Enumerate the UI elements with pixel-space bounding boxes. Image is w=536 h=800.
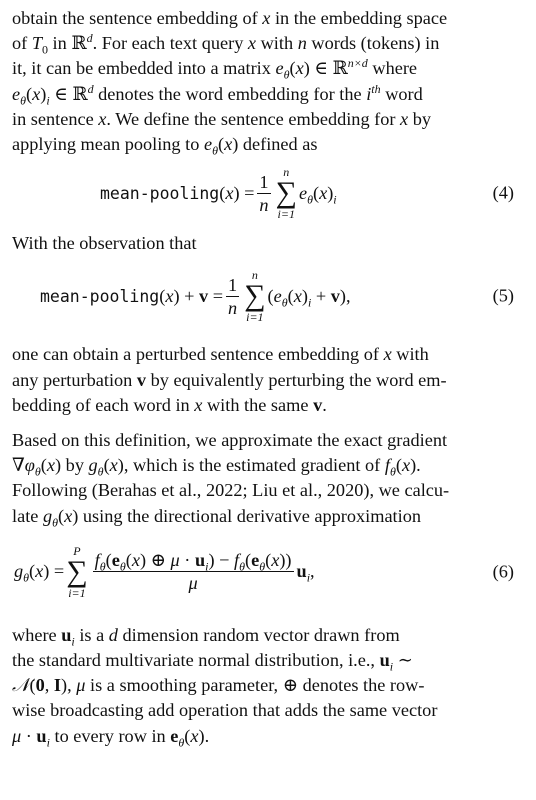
- text-line: $\mu \cdot u_i$ to every row in $e_\theta(x)$.: [12, 725, 210, 750]
- equation-number: (6): [492, 561, 514, 582]
- summation: n ∑ i=1: [275, 165, 297, 222]
- equation-number: (4): [492, 182, 514, 203]
- text-line: Based on this definition, we approximate the exact gradient: [12, 430, 448, 451]
- text-line: of $T_0$ in ℝ$^d$. For each text query x with n words (tokens) in: [12, 31, 440, 57]
- text-line: $e_\theta(x)_i$ ∈ ℝ$^d$ denotes the word embedding for the $i^{th}$ word: [12, 81, 423, 108]
- paragraph-sentence-embedding: [12, 6, 524, 157]
- equation-4: mean-pooling (x) = $\frac{1}{n}$ n ∑ i=1 $e_\theta(x)_i$ (4): [100, 165, 514, 222]
- text-line: With the observation that: [12, 233, 197, 254]
- text-line: applying mean pooling to $e_\theta(x)$ defined as: [12, 134, 318, 158]
- text-line: late $g_\theta(x)$ using the directional derivative approximation: [12, 505, 421, 530]
- paragraph-perturbation: [12, 342, 524, 418]
- paragraph-observation: [12, 231, 524, 256]
- paragraph-gradient: [12, 428, 524, 529]
- summation: P ∑ i=1: [66, 543, 88, 600]
- text-line: one can obtain a perturbed sentence embedding of x with: [12, 344, 429, 365]
- text-line: bedding of each word in x with the same v.: [12, 394, 327, 415]
- text-line: any perturbation v by equivalently perturbing the word em-: [12, 369, 447, 390]
- text-line: the standard multivariate normal distribution, i.e., $u_i$ ∼: [12, 650, 413, 674]
- text-line: Following (Berahas et al., 2022; Liu et al., 2020), we calcu-: [12, 480, 450, 501]
- equation-6: $g_\theta(x)$ = P ∑ i=1 $\frac{f_\theta(e_\theta(x) \oplus \mu \cdot u_i) - f_\theta(e_\theta(x))}{\mu}$ $u_i$, (6): [14, 543, 514, 600]
- text-line: where $u_i$ is a d dimension random vector drawn from: [12, 624, 400, 649]
- equation-5-lhs: mean-pooling: [40, 286, 160, 306]
- equation-5: mean-pooling (x) + v = $\frac{1}{n}$ n ∑ i=1 $(e_\theta(x)_i + v)$, (5): [40, 268, 514, 325]
- equation-4-lhs: mean-pooling: [100, 183, 220, 203]
- text-line: wise broadcasting add operation that adds the same vector: [12, 700, 438, 721]
- citation-link[interactable]: Berahas et al., 2022: [97, 480, 243, 501]
- text-line: 𝒩(0, I), μ is a smoothing parameter, ⊕ denotes the row-: [12, 675, 425, 696]
- fraction: $\frac{1}{n}$: [228, 274, 238, 318]
- text-line: it, it can be embedded into a matrix $e_\theta(x)$ ∈ ℝ$^{n\times d}$ where: [12, 56, 418, 83]
- citation-link[interactable]: Liu et al., 2020: [252, 480, 364, 501]
- text-line: $\nabla\varphi_\theta(x)$ by $g_\theta(x)$, which is the estimated gradient of $f_\theta(x)$.: [12, 455, 421, 479]
- fraction: $\frac{1}{n}$: [259, 171, 269, 215]
- paragraph-definitions: [12, 623, 524, 749]
- equation-number: (5): [492, 285, 514, 306]
- text-line: in sentence x. We define the sentence embedding for x by: [12, 108, 432, 129]
- fraction: $\frac{f_\theta(e_\theta(x) \oplus \mu \cdot u_i) - f_\theta(e_\theta(x))}{\mu}$: [94, 550, 292, 594]
- paper-page: [12, 6, 524, 749]
- summation: n ∑ i=1: [244, 268, 266, 325]
- text-line: obtain the sentence embedding of x in the embedding space: [12, 8, 448, 28]
